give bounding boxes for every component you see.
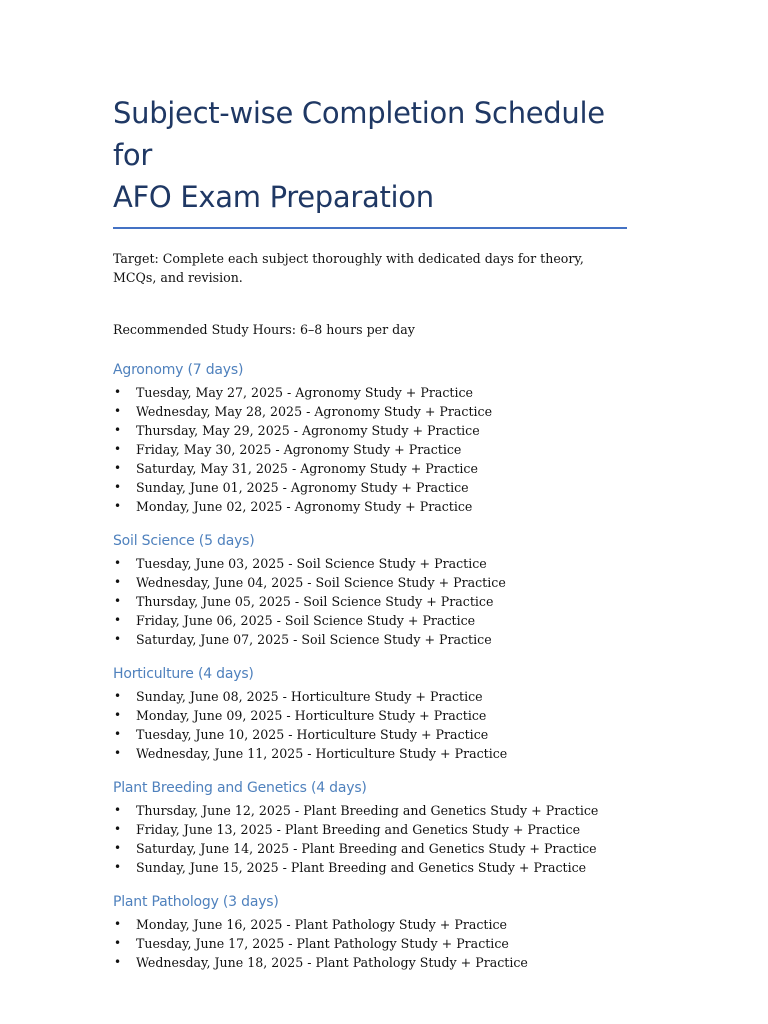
section-heading: Plant Breeding and Genetics (4 days)	[113, 780, 367, 796]
document-page	[113, 92, 627, 972]
schedule-section	[113, 361, 627, 516]
bullet-icon: •	[114, 955, 122, 969]
bullet-icon: •	[114, 385, 122, 399]
bullet-icon: •	[114, 746, 122, 760]
list-item	[113, 554, 627, 573]
list-item	[113, 592, 627, 611]
list-item-text: Sunday, June 15, 2025 - Plant Breeding and Genetics Study + Practice	[136, 860, 587, 875]
list-item-text: Friday, June 06, 2025 - Soil Science Study + Practice	[136, 613, 476, 628]
section-heading: Agronomy (7 days)	[113, 362, 244, 378]
day-list	[113, 915, 627, 972]
list-item	[113, 953, 627, 972]
list-item	[113, 687, 627, 706]
list-item-text: Tuesday, June 17, 2025 - Plant Pathology Study + Practice	[136, 936, 509, 951]
list-item-text: Monday, June 02, 2025 - Agronomy Study + Practice	[136, 499, 473, 514]
bullet-icon: •	[114, 803, 122, 817]
list-item-text: Tuesday, June 10, 2025 - Horticulture Study + Practice	[136, 727, 489, 742]
list-item	[113, 478, 627, 497]
list-item-text: Friday, May 30, 2025 - Agronomy Study + Practice	[136, 442, 462, 457]
list-item-text: Wednesday, June 18, 2025 - Plant Pathology Study + Practice	[136, 955, 528, 970]
list-item-text: Thursday, May 29, 2025 - Agronomy Study + Practice	[136, 423, 480, 438]
title-underline-divider	[113, 227, 627, 229]
list-item	[113, 573, 627, 592]
bullet-icon: •	[114, 860, 122, 874]
study-hours-paragraph: Recommended Study Hours: 6–8 hours per day	[113, 322, 415, 337]
schedule-sections	[113, 361, 627, 972]
list-item	[113, 611, 627, 630]
list-item-text: Sunday, June 08, 2025 - Horticulture Study + Practice	[136, 689, 483, 704]
list-item-text: Friday, June 13, 2025 - Plant Breeding and Genetics Study + Practice	[136, 822, 581, 837]
bullet-icon: •	[114, 613, 122, 627]
list-item-text: Sunday, June 01, 2025 - Agronomy Study + Practice	[136, 480, 469, 495]
title-line-2: AFO Exam Preparation	[113, 180, 434, 214]
list-item	[113, 497, 627, 516]
schedule-section	[113, 779, 627, 877]
bullet-icon: •	[114, 727, 122, 741]
bullet-icon: •	[114, 480, 122, 494]
schedule-section	[113, 893, 627, 972]
list-item-text: Saturday, May 31, 2025 - Agronomy Study + Practice	[136, 461, 478, 476]
list-item-text: Saturday, June 14, 2025 - Plant Breeding and Genetics Study + Practice	[136, 841, 597, 856]
list-item	[113, 706, 627, 725]
list-item	[113, 421, 627, 440]
bullet-icon: •	[114, 708, 122, 722]
bullet-icon: •	[114, 936, 122, 950]
day-list	[113, 383, 627, 516]
schedule-section	[113, 532, 627, 649]
bullet-icon: •	[114, 594, 122, 608]
list-item-text: Saturday, June 07, 2025 - Soil Science Study + Practice	[136, 632, 492, 647]
list-item	[113, 820, 627, 839]
day-list	[113, 687, 627, 763]
bullet-icon: •	[114, 689, 122, 703]
bullet-icon: •	[114, 841, 122, 855]
list-item-text: Monday, June 09, 2025 - Horticulture Study + Practice	[136, 708, 487, 723]
bullet-icon: •	[114, 461, 122, 475]
list-item	[113, 744, 627, 763]
section-heading: Soil Science (5 days)	[113, 533, 255, 549]
day-list	[113, 801, 627, 877]
section-heading: Plant Pathology (3 days)	[113, 894, 279, 910]
bullet-icon: •	[114, 499, 122, 513]
document-title	[113, 92, 627, 218]
list-item-text: Tuesday, June 03, 2025 - Soil Science Study + Practice	[136, 556, 487, 571]
list-item	[113, 440, 627, 459]
list-item	[113, 383, 627, 402]
target-paragraph: Target: Complete each subject thoroughly with dedicated days for theory, MCQs, and revision.	[113, 251, 584, 285]
list-item-text: Thursday, June 12, 2025 - Plant Breeding and Genetics Study + Practice	[136, 803, 599, 818]
list-item-text: Wednesday, June 11, 2025 - Horticulture Study + Practice	[136, 746, 508, 761]
list-item	[113, 858, 627, 877]
list-item-text: Wednesday, May 28, 2025 - Agronomy Study + Practice	[136, 404, 493, 419]
bullet-icon: •	[114, 423, 122, 437]
list-item-text: Wednesday, June 04, 2025 - Soil Science Study + Practice	[136, 575, 506, 590]
list-item	[113, 801, 627, 820]
bullet-icon: •	[114, 575, 122, 589]
list-item	[113, 934, 627, 953]
list-item-text: Thursday, June 05, 2025 - Soil Science Study + Practice	[136, 594, 494, 609]
bullet-icon: •	[114, 442, 122, 456]
list-item	[113, 402, 627, 421]
day-list	[113, 554, 627, 649]
bullet-icon: •	[114, 917, 122, 931]
list-item-text: Tuesday, May 27, 2025 - Agronomy Study + Practice	[136, 385, 474, 400]
list-item	[113, 839, 627, 858]
list-item-text: Monday, June 16, 2025 - Plant Pathology Study + Practice	[136, 917, 508, 932]
list-item	[113, 459, 627, 478]
bullet-icon: •	[114, 822, 122, 836]
schedule-section	[113, 665, 627, 763]
bullet-icon: •	[114, 556, 122, 570]
bullet-icon: •	[114, 632, 122, 646]
list-item	[113, 915, 627, 934]
bullet-icon: •	[114, 404, 122, 418]
title-line-1: Subject-wise Completion Schedule for	[113, 96, 605, 172]
section-heading: Horticulture (4 days)	[113, 666, 254, 682]
list-item	[113, 630, 627, 649]
list-item	[113, 725, 627, 744]
